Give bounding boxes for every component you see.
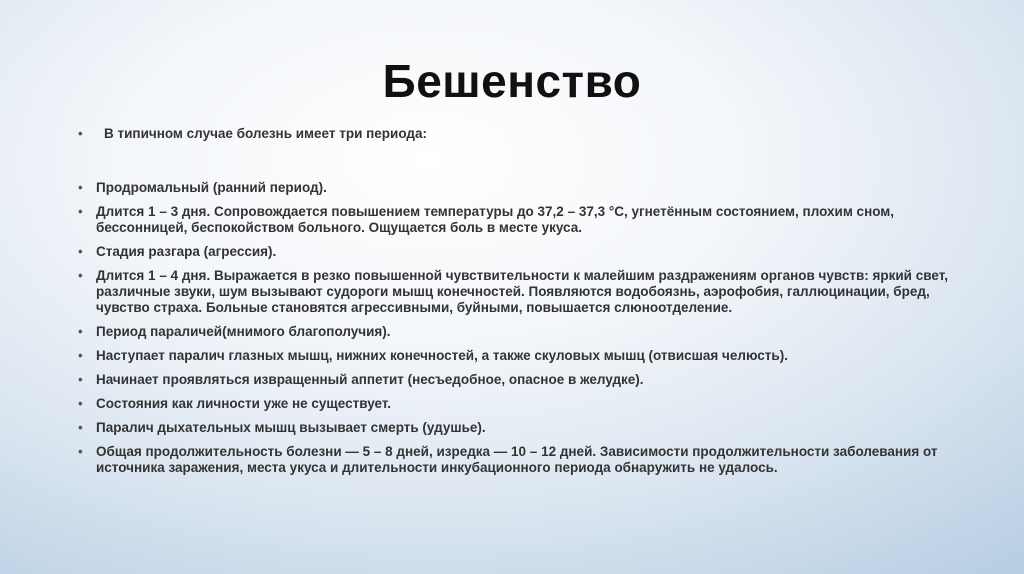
bullet-text: Продромальный (ранний период). bbox=[96, 180, 327, 195]
bullet-item bbox=[78, 126, 958, 142]
bullet-text: Длится 1 – 3 дня. Сопровождается повышением температуры до 37,2 – 37,3 °С, угнетённым состоянием, плохим сном, бессонницей, беспокойством больного. Ощущается боль в месте укуса. bbox=[96, 204, 895, 235]
bullet-text: Стадия разгара (агрессия). bbox=[96, 244, 277, 259]
bullet-text: Начинает проявляться извращенный аппетит (несъедобное, опасное в желудке). bbox=[96, 372, 644, 387]
bullet-dot: • bbox=[78, 268, 83, 283]
bullet-dot: • bbox=[78, 372, 83, 387]
bullet-dot: • bbox=[78, 180, 83, 195]
bullet-item bbox=[78, 396, 958, 412]
bullet-text: В типичном случае болезнь имеет три периода: bbox=[104, 126, 427, 141]
bullet-item bbox=[78, 348, 958, 364]
bullet-item bbox=[78, 420, 958, 436]
bullet-item bbox=[78, 204, 958, 236]
bullet-item bbox=[78, 324, 958, 340]
bullet-item bbox=[78, 268, 958, 316]
bullet-dot: • bbox=[78, 444, 83, 459]
bullet-dot: • bbox=[78, 204, 83, 219]
bullet-text: Паралич дыхательных мышц вызывает смерть (удушье). bbox=[96, 420, 486, 435]
bullet-dot: • bbox=[78, 420, 83, 435]
bullet-dot: • bbox=[78, 126, 83, 141]
bullet-list bbox=[78, 126, 958, 484]
bullet-dot: • bbox=[78, 244, 83, 259]
bullet-text: Состояния как личности уже не существует. bbox=[96, 396, 392, 411]
bullet-item bbox=[78, 444, 958, 476]
bullet-dot: • bbox=[78, 348, 83, 363]
bullet-item bbox=[78, 372, 958, 388]
bullet-item bbox=[78, 244, 958, 260]
bullet-dot: • bbox=[78, 396, 83, 411]
bullet-text: Длится 1 – 4 дня. Выражается в резко повышенной чувствительности к малейшим раздражениям органов чувств: яркий свет, различные звуки, шум вызывают судороги мышц конечностей. Появляются водобоязнь, аэрофобия, галлюцинации, бред, чувство страха. Больные становятся агрессивными, буйными, повышается слюноотделение. bbox=[96, 268, 949, 315]
bullet-text: Общая продолжительность болезни — 5 – 8 дней, изредка — 10 – 12 дней. Зависимости продолжительности заболевания от источника заражения, места укуса и длительности инкубационного периода обнаружить не удалось. bbox=[96, 444, 938, 475]
bullet-dot: • bbox=[78, 324, 83, 339]
bullet-text: Наступает паралич глазных мышц, нижних конечностей, а также скуловых мышц (отвисшая челюсть). bbox=[96, 348, 788, 363]
bullet-text: Период параличей(мнимого благополучия). bbox=[96, 324, 391, 339]
bullet-item bbox=[78, 180, 958, 196]
slide-title: Бешенство bbox=[382, 55, 642, 107]
